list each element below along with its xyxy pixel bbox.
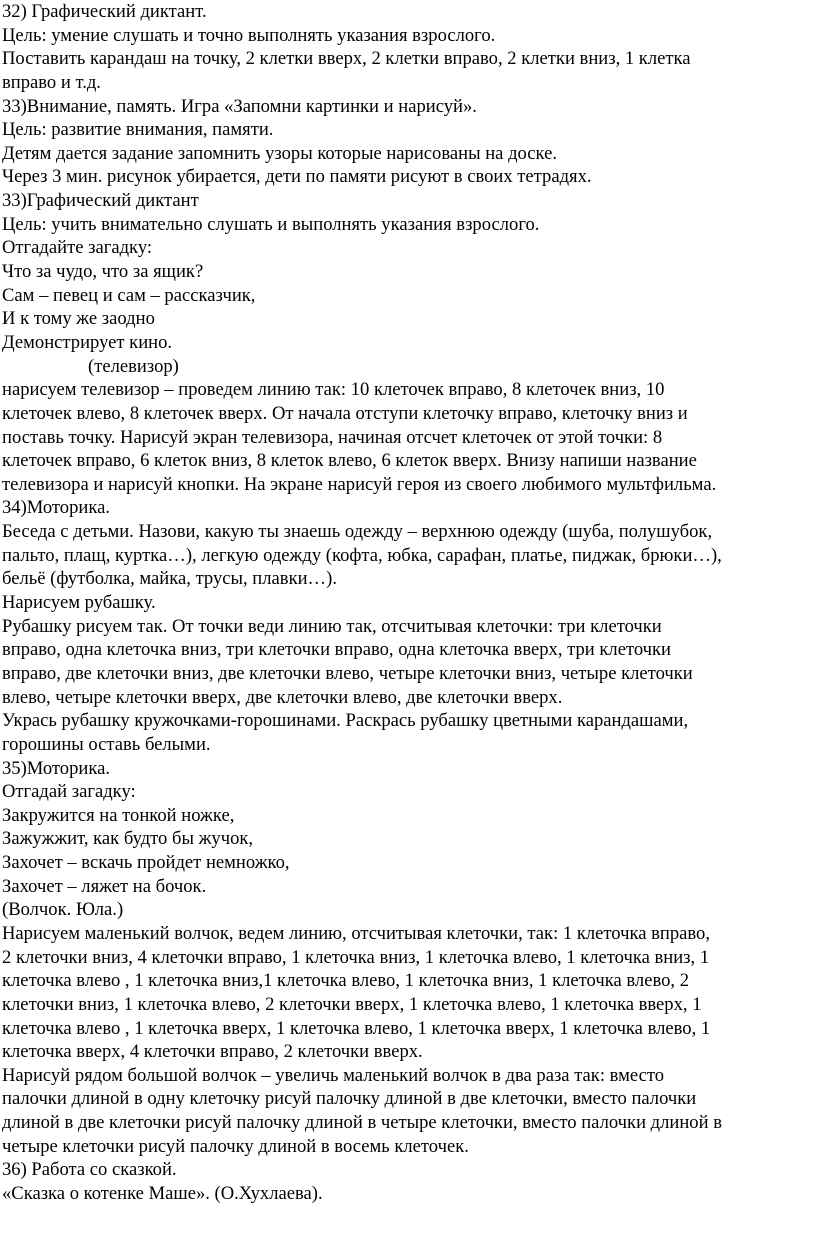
heading-35: 35)Моторика. [2,757,110,779]
text-line: клеточек вправо, 6 клеток вниз, 8 клеток влево, 6 клеток вверх. Внизу напиши название [2,450,697,472]
text-line: горошины оставь белыми. [2,733,211,755]
riddle-line: Захочет – ляжет на бочок. [2,875,207,897]
text-line: клеточек влево, 8 клеточек вверх. От начала отступи клеточку вправо, клеточку вниз и [2,402,688,424]
text-line: палочки длиной в одну клеточку рисуй палочку длиной в две клеточки, вместо палочки [2,1088,697,1110]
text-line: бельё (футболка, майка, трусы, плавки…). [2,568,337,590]
document-body [2,0,814,1206]
text-line: влево, четыре клеточки вверх, две клеточки влево, две клеточки вверх. [2,686,563,708]
riddle-line: Что за чудо, что за ящик? [2,261,204,283]
text-line: «Сказка о котенке Маше». (О.Хухлаева). [2,1183,323,1205]
text-line: Поставить карандаш на точку, 2 клетки вверх, 2 клетки вправо, 2 клетки вниз, 1 клетка [2,48,691,70]
riddle-answer: (телевизор) [88,355,179,377]
text-line: Цель: учить внимательно слушать и выполнять указания взрослого. [2,213,540,235]
text-line: Нарисуй рядом большой волчок – увеличь маленький волчок в два раза так: вместо [2,1064,665,1086]
heading-33b: 33)Графический диктант [2,190,199,212]
text-line: клеточка влево , 1 клеточка вверх, 1 клеточка влево, 1 клеточка вверх, 1 клеточка влево, 1 [2,1017,711,1039]
riddle-line: Захочет – вскачь пройдет немножко, [2,852,290,874]
riddle-line: Сам – певец и сам – рассказчик, [2,284,256,306]
text-line: пальто, плащ, куртка…), легкую одежду (кофта, юбка, сарафан, платье, пиджак, брюки…), [2,544,722,566]
heading-36: 36) Работа со сказкой. [2,1159,177,1181]
riddle-line: Демонстрирует кино. [2,331,173,353]
text-line: Нарисуем рубашку. [2,592,156,614]
text-line: Рубашку рисуем так. От точки веди линию так, отсчитывая клеточки: три клеточки [2,615,662,637]
heading-32: 32) Графический диктант. [2,1,207,22]
heading-34: 34)Моторика. [2,497,110,519]
text-line: Через 3 мин. рисунок убирается, дети по памяти рисуют в своих тетрадях. [2,166,592,188]
text-line: Беседа с детьми. Назови, какую ты знаешь одежду – верхнюю одежду (шуба, полушубок, [2,521,713,543]
riddle-line: Зажужжит, как будто бы жучок, [2,828,254,850]
text-line: вправо, одна клеточка вниз, три клеточки вправо, одна клеточка вверх, три клеточки [2,639,671,661]
text-line: Отгадай загадку: [2,781,136,803]
text-line: телевизора и нарисуй кнопки. На экране нарисуй героя из своего любимого мультфильма. [2,473,717,495]
text-line: поставь точку. Нарисуй экран телевизора, начиная отсчет клеточек от этой точки: 8 [2,426,663,448]
text-line: Цель: умение слушать и точно выполнять указания взрослого. [2,24,496,46]
text-line: вправо и т.д. [2,71,101,93]
text-line: Цель: развитие внимания, памяти. [2,119,274,141]
text-line: клеточка влево , 1 клеточка вниз,1 клеточка влево, 1 клеточка вниз, 1 клеточка влево, 2 [2,970,689,992]
text-line: Отгадайте загадку: [2,237,153,259]
riddle-line: И к тому же заодно [2,308,155,330]
text-line: вправо, две клеточки вниз, две клеточки влево, четыре клеточки вниз, четыре клеточки [2,662,693,684]
heading-33a: 33)Внимание, память. Игра «Запомни картинки и нарисуй». [2,95,477,117]
riddle-line: Закружится на тонкой ножке, [2,804,235,826]
text-line: клеточки вниз, 1 клеточка влево, 2 клеточки вверх, 1 клеточка влево, 1 клеточка вверх, 1 [2,993,702,1015]
text-line: Нарисуем маленький волчок, ведем линию, отсчитывая клеточки, так: 1 клеточка вправо, [2,922,710,944]
text-line: Детям дается задание запомнить узоры которые нарисованы на доске. [2,142,558,164]
text-line: длиной в две клеточки рисуй палочку длиной в четыре клеточки, вместо палочки длиной в [2,1112,722,1134]
riddle-answer: (Волчок. Юла.) [2,899,124,921]
text-line: 2 клеточки вниз, 4 клеточки вправо, 1 клеточка вниз, 1 клеточка влево, 1 клеточка вниз, 1 [2,946,710,968]
text-line: четыре клеточки рисуй палочку длиной в восемь клеточек. [2,1135,469,1157]
text-line: нарисуем телевизор – проведем линию так: 10 клеточек вправо, 8 клеточек вниз, 10 [2,379,665,401]
text-line: клеточка вверх, 4 клеточки вправо, 2 клеточки вверх. [2,1041,423,1063]
text-line: Укрась рубашку кружочками-горошинами. Раскрась рубашку цветными карандашами, [2,710,689,732]
